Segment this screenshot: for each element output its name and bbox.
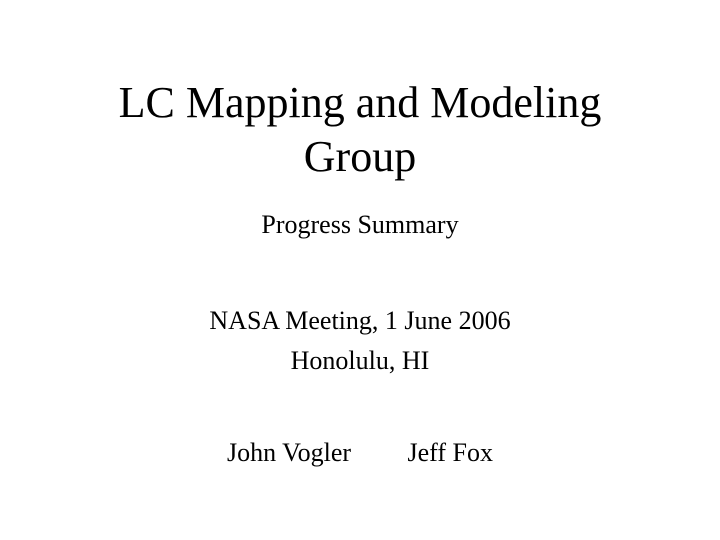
authors-line <box>0 433 720 473</box>
location-text: Honolulu, HI <box>290 346 430 375</box>
slide-title <box>0 76 720 184</box>
progress-summary-text: Progress Summary <box>261 210 459 239</box>
slide-title-line-2: Group <box>303 132 417 181</box>
author-name: John Vogler <box>227 438 352 467</box>
slide-title-line-1: LC Mapping and Modeling <box>118 78 602 127</box>
author-name: Jeff Fox <box>407 438 493 467</box>
meeting-text: NASA Meeting, 1 June 2006 <box>209 306 511 335</box>
slide-body <box>0 205 720 473</box>
